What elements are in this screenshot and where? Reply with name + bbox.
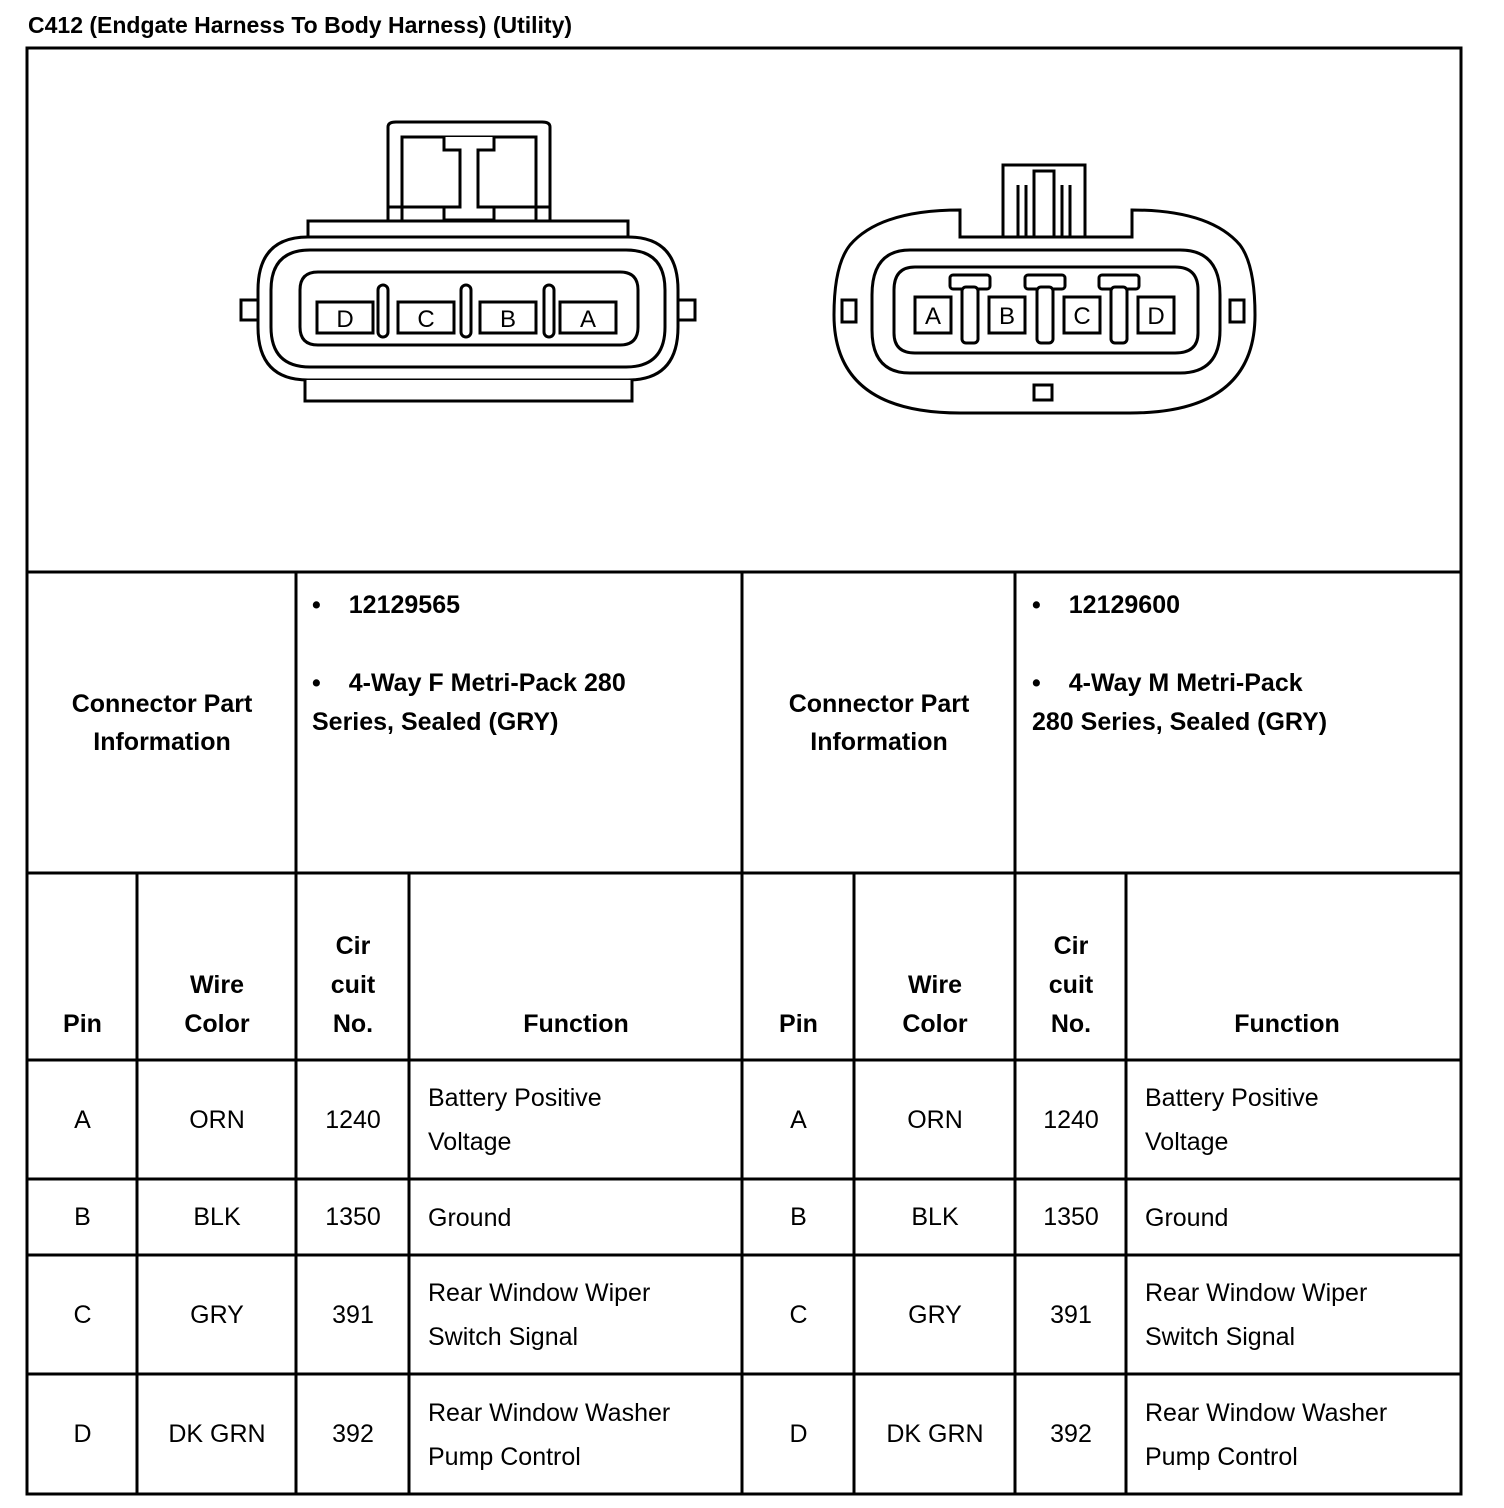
wire-color-cell (138, 1180, 296, 1255)
pin-cell (743, 1375, 854, 1494)
function-cell (410, 1180, 742, 1255)
function-cell (1127, 1180, 1447, 1255)
connector-part-details-right (1032, 586, 1452, 866)
column-header-wire-color (855, 874, 1015, 1060)
function-cell-text: Voltage (1145, 1128, 1229, 1156)
female-connector-face (230, 115, 710, 415)
description-line (312, 664, 732, 703)
function-cell (1127, 1061, 1447, 1179)
header-text: Pin (779, 1010, 818, 1038)
circuit-cell-text: 1350 (1043, 1203, 1099, 1231)
function-cell-text: Pump Control (428, 1442, 581, 1471)
header-text: Function (1234, 1010, 1340, 1038)
female-pin-label: B (499, 306, 517, 333)
bullet: • (1032, 669, 1041, 697)
wire-color-cell-text: GRY (190, 1300, 244, 1329)
function-cell-text: Ground (428, 1203, 512, 1232)
pin-cell (743, 1061, 854, 1179)
header-text: cuit (330, 971, 376, 999)
wire-color-cell (138, 1061, 296, 1179)
male-pin-label: B (998, 303, 1016, 330)
circuit-cell-text: 392 (332, 1420, 374, 1448)
circuit-cell (297, 1061, 409, 1179)
pin-cell-text: B (74, 1203, 91, 1231)
circuit-cell-text: 1240 (325, 1105, 381, 1134)
function-cell-text: Rear Window Washer (1145, 1398, 1388, 1427)
header-text: Cir (335, 932, 371, 960)
circuit-cell-text: 392 (1050, 1420, 1092, 1448)
column-header-pin (743, 874, 854, 1060)
function-cell-text: Rear Window Washer (428, 1398, 671, 1427)
circuit-cell-text: 1240 (1043, 1105, 1099, 1134)
part-number-line (1032, 586, 1452, 625)
function-cell-text: Ground (1145, 1203, 1229, 1232)
column-header-circuit (1016, 874, 1126, 1060)
header-text: No. (1050, 1010, 1092, 1038)
circuit-cell (1016, 1180, 1126, 1255)
circuit-cell (297, 1256, 409, 1374)
description: 4-Way F Metri-Pack 280 (348, 669, 626, 697)
female-pin-label: A (579, 306, 597, 333)
circuit-cell-text: 391 (332, 1300, 374, 1329)
wire-color-cell (855, 1180, 1015, 1255)
circuit-cell (1016, 1375, 1126, 1494)
wire-color-cell-text: DK GRN (168, 1420, 266, 1448)
male-pin-label: C (1073, 303, 1091, 330)
function-cell (1127, 1375, 1447, 1494)
header-text: Color (902, 1010, 968, 1038)
function-cell-text: Switch Signal (1145, 1323, 1296, 1351)
part-number: 12129565 (348, 591, 460, 619)
column-header-function (1127, 874, 1447, 1060)
column-header-function (410, 874, 742, 1060)
function-cell (1127, 1256, 1447, 1374)
pin-cell-text: A (790, 1105, 807, 1134)
circuit-cell (297, 1180, 409, 1255)
wire-color-cell (138, 1375, 296, 1494)
female-pin-label: D (336, 306, 354, 333)
wire-color-cell (855, 1256, 1015, 1374)
wire-color-cell-text: ORN (907, 1105, 963, 1134)
header-text: Wire (908, 971, 962, 999)
description-cont: Series, Sealed (GRY) (312, 708, 559, 736)
connector-info-label-left (28, 573, 296, 873)
pin-cell (743, 1256, 854, 1374)
header-text: Pin (63, 1010, 102, 1038)
pin-cell (28, 1180, 137, 1255)
pin-cell (28, 1256, 137, 1374)
wire-color-cell-text: BLK (193, 1203, 241, 1231)
function-cell-text: Switch Signal (428, 1323, 579, 1351)
function-cell-text: Pump Control (1145, 1442, 1298, 1471)
male-pin-label: A (924, 303, 942, 330)
function-cell-text: Voltage (428, 1128, 512, 1156)
header-text: cuit (1048, 971, 1094, 999)
bullet: • (312, 591, 321, 619)
header-text: Wire (190, 971, 244, 999)
wire-color-cell (855, 1061, 1015, 1179)
function-cell-text: Battery Positive (1145, 1084, 1319, 1112)
circuit-cell-text: 391 (1050, 1300, 1092, 1329)
wire-color-cell-text: DK GRN (886, 1420, 984, 1448)
info-label-line: Connector Part (71, 690, 253, 718)
male-pin-label: D (1147, 303, 1165, 330)
circuit-cell (1016, 1256, 1126, 1374)
pin-cell (28, 1375, 137, 1494)
function-cell (410, 1375, 742, 1494)
description-line (1032, 664, 1452, 703)
header-text: No. (332, 1010, 374, 1038)
pin-cell (743, 1180, 854, 1255)
circuit-cell (1016, 1061, 1126, 1179)
male-connector-face (820, 155, 1270, 425)
function-cell-text: Battery Positive (428, 1084, 602, 1112)
wire-color-cell-text: GRY (908, 1300, 962, 1329)
info-label-line: Connector Part (788, 690, 970, 718)
wire-color-cell (138, 1256, 296, 1374)
description: 4-Way M Metri-Pack (1068, 669, 1303, 697)
pin-cell-text: B (790, 1203, 807, 1231)
circuit-cell (297, 1375, 409, 1494)
column-header-wire-color (138, 874, 296, 1060)
function-cell (410, 1061, 742, 1179)
circuit-cell-text: 1350 (325, 1203, 381, 1231)
function-cell-text: Rear Window Wiper (1145, 1279, 1368, 1307)
connector-info-label-right (743, 573, 1015, 873)
info-label-line: Information (810, 728, 948, 756)
header-text: Function (523, 1010, 629, 1038)
description-cont: 280 Series, Sealed (GRY) (1032, 708, 1328, 736)
function-cell-text: Rear Window Wiper (428, 1279, 651, 1307)
diagram-title: C412 (Endgate Harness To Body Harness) (Utility) (28, 12, 573, 38)
info-label-line: Information (93, 728, 231, 756)
pin-cell (28, 1061, 137, 1179)
header-text: Color (184, 1010, 250, 1038)
pin-cell-text: C (73, 1300, 92, 1329)
column-header-pin (28, 874, 137, 1060)
pin-cell-text: A (74, 1105, 91, 1134)
pin-cell-text: C (789, 1300, 808, 1329)
function-cell (410, 1256, 742, 1374)
part-number: 12129600 (1068, 591, 1180, 619)
part-number-line (312, 586, 732, 625)
pin-cell-text: D (73, 1420, 92, 1448)
bullet: • (312, 669, 321, 697)
wire-color-cell-text: BLK (911, 1203, 959, 1231)
wire-color-cell (855, 1375, 1015, 1494)
pin-cell-text: D (789, 1420, 808, 1448)
connector-part-details-left (312, 586, 732, 866)
column-header-circuit (297, 874, 409, 1060)
wire-color-cell-text: ORN (189, 1105, 245, 1134)
header-text: Cir (1053, 932, 1089, 960)
bullet: • (1032, 591, 1041, 619)
female-pin-label: C (417, 306, 435, 333)
